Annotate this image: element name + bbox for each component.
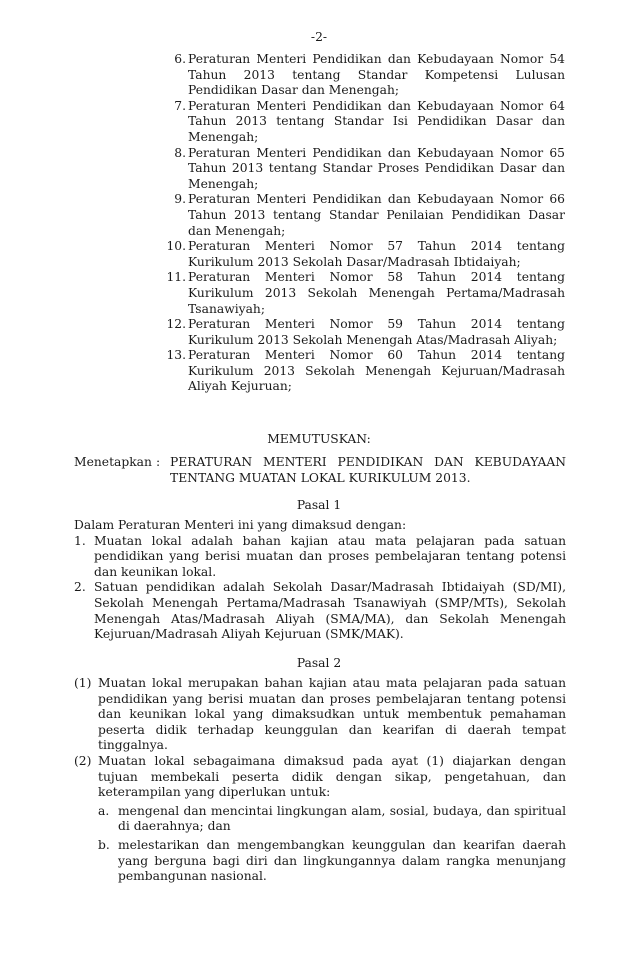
item-number: 13. (166, 348, 186, 363)
item-text: Muatan lokal sebagaimana dimaksud pada ayat (1) diajarkan dengan tujuan membekali peserta didik dengan sikap, pengetahuan, dan keterampilan yang diperlukan untuk: (98, 753, 566, 800)
list-item (160, 146, 565, 193)
item-number: 9. (174, 192, 186, 207)
item-text: Muatan lokal merupakan bahan kajian atau mata pelajaran pada satuan pendidikan yang berisi muatan dan proses pembelajaran tentang potensi dan keunikan lokal yang dimaksudkan untuk membentuk pemahaman peserta didik terhadap keunggulan dan kearifan di daerah tempat tinggalnya. (98, 676, 566, 753)
item-text: Peraturan Menteri Nomor 60 Tahun 2014 tentang Kurikulum 2013 Sekolah Menengah Kejuruan/Madrasah Aliyah Kejuruan; (188, 348, 565, 394)
item-number: 10. (166, 239, 186, 254)
item-text: Peraturan Menteri Pendidikan dan Kebudayaan Nomor 65 Tahun 2013 tentang Standar Proses Pendidikan Dasar dan Menengah; (188, 145, 565, 191)
item-text: Peraturan Menteri Nomor 59 Tahun 2014 tentang Kurikulum 2013 Sekolah Menengah Atas/Madrasah Aliyah; (188, 317, 565, 347)
item-number: 11. (166, 270, 186, 285)
menetapkan-text: PERATURAN MENTERI PENDIDIKAN DAN KEBUDAYAAN TENTANG MUATAN LOKAL KURIKULUM 2013. (170, 455, 566, 485)
list-item (160, 192, 565, 239)
item-text: Peraturan Menteri Pendidikan dan Kebudayaan Nomor 66 Tahun 2013 tentang Standar Penilaian Pendidikan Dasar dan Menengah; (188, 192, 565, 238)
list-item (74, 534, 566, 581)
item-number: 12. (166, 317, 186, 332)
item-text: Satuan pendidikan adalah Sekolah Dasar/Madrasah Ibtidaiyah (SD/MI), Sekolah Menengah Pertama/Madrasah Tsanawiyah (SMP/MTs), Sekolah Menengah Atas/Madrasah Aliyah (SMA/MA), dan Sekolah Menengah Kejuruan/Madrasah Aliyah Kejuruan (SMK/MAK). (94, 580, 566, 642)
considerations-list (160, 52, 565, 395)
sub-list-item (98, 804, 566, 835)
item-number: 2. (74, 580, 86, 595)
pasal-1-body (74, 518, 566, 643)
list-item (74, 580, 566, 642)
pasal-1-intro: Dalam Peraturan Menteri ini yang dimaksud dengan: (74, 518, 407, 532)
pasal-2-body (74, 676, 566, 885)
sub-list-item (98, 838, 566, 885)
page-number: -2- (310, 30, 328, 44)
menetapkan-label: Menetapkan (74, 455, 152, 469)
list-item (160, 239, 565, 270)
sub-item-text: mengenal dan mencintai lingkungan alam, sosial, budaya, dan spiritual di daerahnya; dan (118, 803, 566, 834)
item-number: (1) (74, 676, 92, 690)
list-item (74, 754, 566, 801)
list-item (160, 99, 565, 146)
item-number: 6. (174, 52, 186, 66)
list-item (74, 676, 566, 754)
item-text: Peraturan Menteri Nomor 57 Tahun 2014 tentang Kurikulum 2013 Sekolah Dasar/Madrasah Ibtidaiyah; (188, 239, 565, 269)
sub-item-letter: a. (98, 803, 110, 818)
item-number: 1. (74, 533, 86, 548)
sub-item-text: melestarikan dan mengembangkan keunggulan dan kearifan daerah yang berguna bagi diri dan lingkungannya dalam rangka menunjang pembangunan nasional. (118, 837, 566, 884)
item-text: Peraturan Menteri Pendidikan dan Kebudayaan Nomor 54 Tahun 2013 tentang Standar Kompetensi Lulusan Pendidikan Dasar dan Menengah; (188, 52, 565, 98)
list-item (160, 270, 565, 317)
list-item (160, 52, 565, 99)
item-text: Peraturan Menteri Nomor 58 Tahun 2014 tentang Kurikulum 2013 Sekolah Menengah Pertama/Madrasah Tsanawiyah; (188, 270, 565, 316)
menetapkan-colon: : (156, 455, 161, 469)
memutuskan-heading: MEMUTUSKAN: (267, 432, 371, 446)
item-text: Muatan lokal adalah bahan kajian atau mata pelajaran pada satuan pendidikan yang berisi muatan dan proses pembelajaran tentang potensi dan keunikan lokal. (94, 533, 566, 579)
item-text: Peraturan Menteri Pendidikan dan Kebudayaan Nomor 64 Tahun 2013 tentang Standar Isi Pendidikan Dasar dan Menengah; (188, 98, 565, 144)
item-number: 7. (174, 98, 186, 113)
pasal-1-title: Pasal 1 (296, 498, 342, 512)
list-item (160, 317, 565, 348)
sub-item-letter: b. (98, 837, 110, 852)
item-number: (2) (74, 753, 92, 768)
list-item (160, 348, 565, 395)
pasal-2-title: Pasal 2 (296, 656, 342, 670)
item-number: 8. (174, 145, 186, 160)
menetapkan-row (74, 455, 566, 486)
